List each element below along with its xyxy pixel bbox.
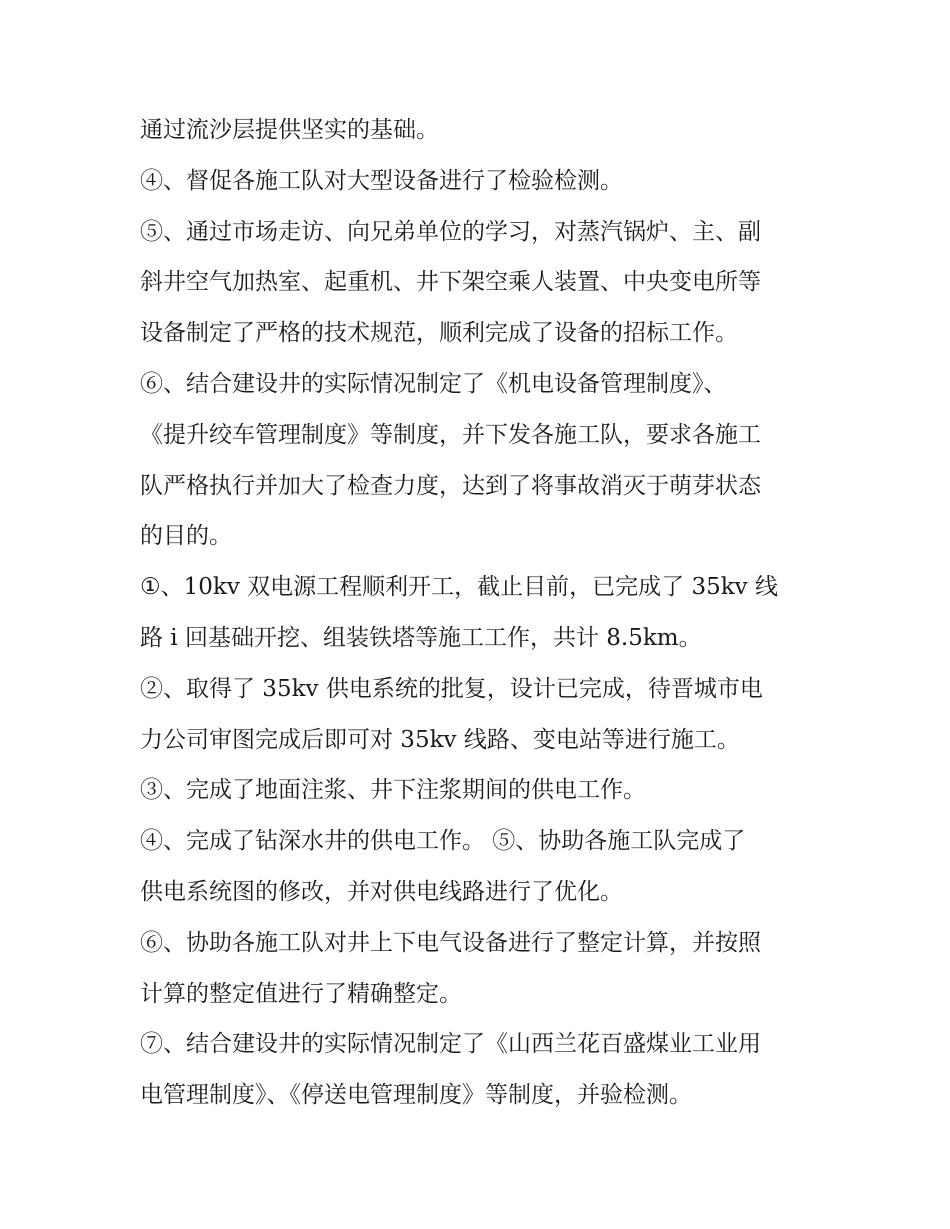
text-line: 斜井空气加热室、起重机、井下架空乘人装置、中央变电所等 <box>140 269 761 296</box>
text-line: ④、督促各施工队对大型设备进行了检验检测。 <box>140 167 623 194</box>
text-line: 路 i 回基础开挖、组装铁塔等施工工作，共计 8.5km。 <box>140 624 702 651</box>
text-line: 计算的整定值进行了精确整定。 <box>140 980 462 1007</box>
text-line: 电管理制度》、《停送电管理制度》等制度，并验检测。 <box>140 1082 692 1109</box>
text-line: 力公司审图完成后即可对 35kv 线路、变电站等进行施工。 <box>140 726 740 753</box>
text-line: 《提升绞车管理制度》等制度，并下发各施工队，要求各施工 <box>140 421 761 448</box>
text-line: ①、10kv 双电源工程顺利开工，截止目前，已完成了 35kv 线 <box>140 574 778 601</box>
text-line: ③、完成了地面注浆、井下注浆期间的供电工作。 <box>140 777 646 804</box>
text-line: 的目的。 <box>140 523 232 550</box>
text-line: ⑥、结合建设井的实际情况制定了《机电设备管理制度》、 <box>140 370 727 397</box>
text-line: 设备制定了严格的技术规范，顺利完成了设备的招标工作。 <box>140 320 738 347</box>
text-line: 队严格执行并加大了检查力度，达到了将事故消灭于萌芽状态 <box>140 472 761 499</box>
text-line: 通过流沙层提供坚实的基础。 <box>140 117 439 143</box>
text-line: ⑤、通过市场走访、向兄弟单位的学习，对蒸汽锅炉、主、副 <box>140 218 761 245</box>
text-line: ⑥、协助各施工队对井上下电气设备进行了整定计算，并按照 <box>140 929 761 956</box>
text-line: ②、取得了 35kv 供电系统的批复，设计已完成，待晋城市电 <box>140 675 763 702</box>
text-line: ⑦、结合建设井的实际情况制定了《山西兰花百盛煤业工业用 <box>140 1031 761 1058</box>
text-line: 供电系统图的修改，并对供电线路进行了优化。 <box>140 878 623 905</box>
document-body <box>140 105 820 1121</box>
text-line: ④、完成了钻深水井的供电工作。 ⑤、协助各施工队完成了 <box>140 828 746 855</box>
